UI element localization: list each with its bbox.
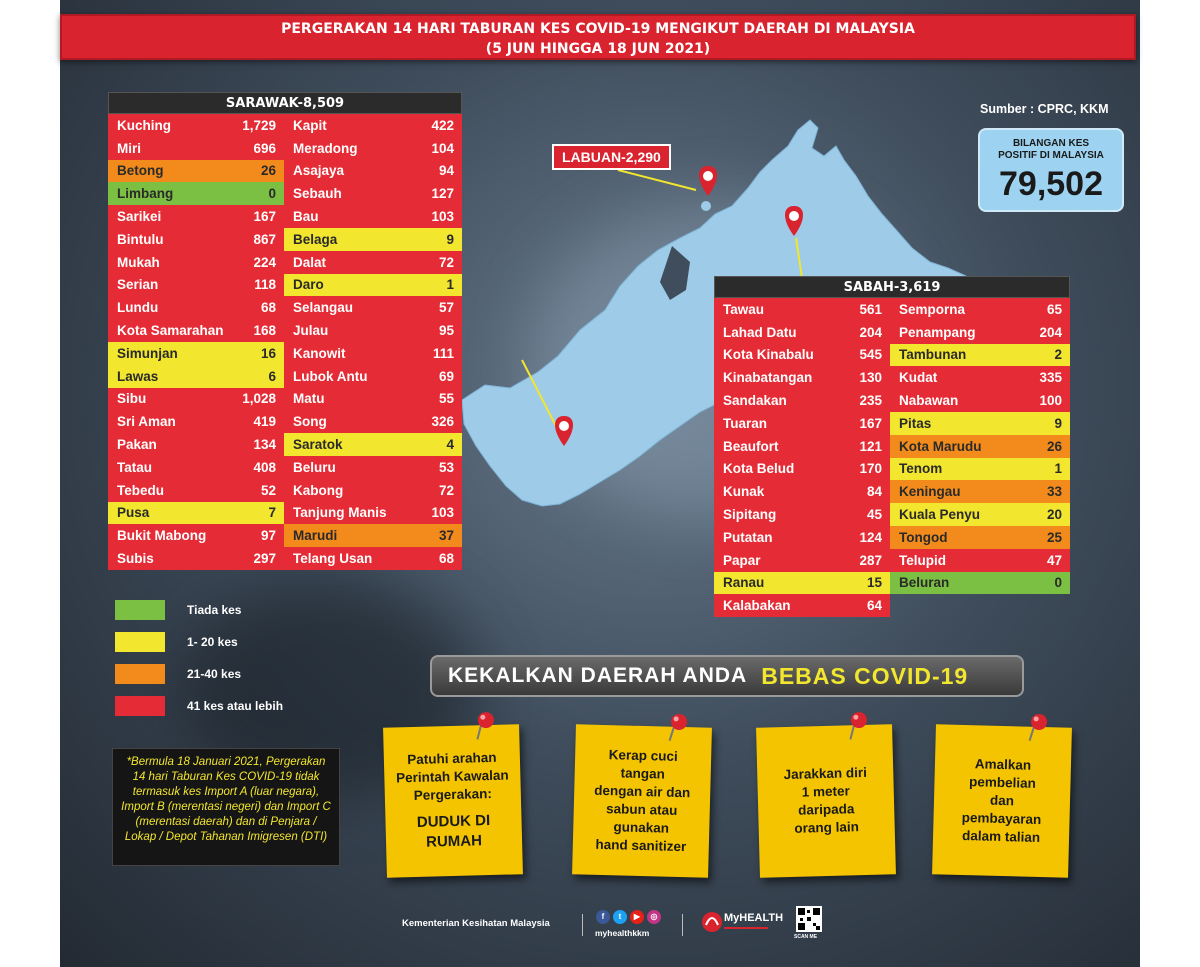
district-cases: 16 [260,345,276,361]
district-row-sarikei [108,205,284,228]
district-cases: 15 [866,575,882,591]
district-row-belaga [284,228,462,251]
district-name: Kota Kinabalu [723,347,814,363]
total-cases-box [978,128,1124,212]
source-credit: Sumber : CPRC, KKM [980,102,1109,116]
district-row-tongod [890,526,1070,549]
pushpin-icon [848,711,869,742]
myhealth-logo-text: MyHEALTH [724,912,784,924]
tip-text-line: Amalkan [974,756,1032,773]
district-cases: 134 [253,437,276,453]
district-row-tuaran [714,412,890,435]
district-cases: 167 [253,209,276,225]
district-row-putatan [714,526,890,549]
district-name: Bintulu [117,231,164,247]
district-cases: 37 [438,528,454,544]
district-name: Pakan [117,437,157,453]
district-row-kota-belud [714,458,890,481]
district-name: Semporna [899,301,966,317]
slogan-banner [430,655,1024,697]
district-name: Tatau [117,459,153,475]
district-row-meradong [284,137,462,160]
legend-label: Tiada kes [187,603,242,617]
tip-text-line: Jarakkan diri [783,764,868,783]
district-cases: 104 [431,140,454,156]
district-name: Penampang [899,324,976,340]
tip-text-line: dengan air dan [594,782,691,801]
district-cases: 9 [446,231,454,247]
district-cases: 64 [866,598,882,614]
district-name: Lubok Antu [293,368,368,384]
district-cases: 1,028 [242,391,276,407]
district-name: Dalat [293,254,327,270]
sabah-column-left [714,298,890,617]
total-cases-value: 79,502 [999,165,1103,203]
district-row-keningau [890,480,1070,503]
district-row-nabawan [890,389,1070,412]
qr-code-icon[interactable] [796,906,822,932]
district-name: Beaufort [723,438,779,454]
slogan-part-2: BEBAS COVID-19 [761,662,969,689]
district-row-miri [108,137,284,160]
tip-text-line: pembayaran [961,809,1042,828]
district-row-kota-samarahan [108,319,284,342]
district-cases: 53 [438,459,454,475]
district-row-kota-kinabalu [714,344,890,367]
district-row-semporna [890,298,1070,321]
district-row-pusa [108,502,284,525]
district-cases: 95 [438,323,454,339]
tip-text-line: Pergerakan: [413,785,493,804]
district-row-kinabatangan [714,366,890,389]
district-name: Kota Marudu [899,438,982,454]
district-cases: 867 [253,231,276,247]
legend-item-red [115,696,283,716]
footer-divider [582,914,583,936]
district-name: Keningau [899,484,961,500]
district-row-tawau [714,298,890,321]
district-cases: 100 [1039,393,1062,409]
district-cases: 7 [268,505,276,521]
district-row-lawas [108,365,284,388]
myhealth-logo [700,905,784,939]
district-name: Pitas [899,415,932,431]
legend-label: 1- 20 kes [187,635,238,649]
slogan-part-1: KEKALKAN DAERAH ANDA [448,664,748,687]
tip-text-line: Kerap cuci [608,747,678,764]
district-cases: 26 [260,163,276,179]
district-row-kalabakan [714,594,890,617]
district-name: Miri [117,140,142,156]
district-row-sipitang [714,503,890,526]
title-line-2: (5 JUN HINGGA 18 JUN 2021) [485,41,711,57]
district-row-sri-aman [108,410,284,433]
pushpin-icon [475,711,496,742]
district-cases: 103 [431,505,454,521]
labuan-island [701,201,711,211]
district-row-sibu [108,388,284,411]
district-row-selangau [284,296,462,319]
district-name: Tawau [723,301,765,317]
legend-swatch [115,696,165,716]
district-name: Pusa [117,505,150,521]
district-cases: 130 [859,370,882,386]
twitter-icon[interactable]: t [613,910,627,924]
district-name: Daro [293,277,324,293]
district-name: Kabong [293,482,344,498]
district-cases: 422 [431,117,454,133]
district-name: Papar [723,552,761,568]
district-row-kabong [284,479,462,502]
district-row-simunjan [108,342,284,365]
district-row-subis [108,547,284,570]
tip-text-line: gunakan [613,819,670,836]
district-name: Serian [117,277,159,293]
district-row-julau [284,319,462,342]
district-row-kuala-penyu [890,503,1070,526]
district-row-serian [108,274,284,297]
district-cases: 287 [859,552,882,568]
tip-emphasis-line: RUMAH [425,832,483,851]
district-name: Tanjung Manis [293,505,387,521]
district-name: Bau [293,209,319,225]
district-cases: 224 [253,254,276,270]
district-name: Kalabakan [723,598,791,614]
district-name: Sri Aman [117,414,176,430]
district-name: Limbang [117,186,174,202]
district-name: Beluran [899,575,950,591]
district-row-tebedu [108,479,284,502]
district-row-lubok-antu [284,365,462,388]
legend-label: 41 kes atau lebih [187,699,284,713]
total-cases-label-line-2: POSITIF DI MALAYSIA [998,150,1104,161]
sarawak-column-right [284,114,462,570]
tip-card [756,724,896,878]
sabah-table-header: SABAH-3,619 [714,276,1070,298]
district-name: Kapit [293,117,327,133]
district-cases: 69 [438,368,454,384]
district-cases: 103 [431,209,454,225]
district-name: Julau [293,323,329,339]
pushpin-icon [1028,713,1049,744]
district-cases: 127 [431,186,454,202]
district-name: Sibu [117,391,147,407]
labuan-badge: LABUAN-2,290 [552,144,671,170]
district-name: Subis [117,551,154,567]
district-cases: 97 [260,528,276,544]
tip-card [572,724,712,878]
district-row-bintulu [108,228,284,251]
tip-card [932,724,1072,878]
district-name: Simunjan [117,345,178,361]
district-row-kota-marudu [890,435,1070,458]
title-line-1: PERGERAKAN 14 HARI TABURAN KES COVID-19 MENGIKUT DAERAH DI MALAYSIA [281,21,915,37]
district-row-beluran [890,572,1070,595]
district-cases: 121 [859,438,882,454]
legend-swatch [115,664,165,684]
district-cases: 168 [253,323,276,339]
district-name: Bukit Mabong [117,528,207,544]
district-cases: 335 [1039,370,1062,386]
district-cases: 419 [253,414,276,430]
district-name: Tenom [899,461,943,477]
district-name: Lawas [117,368,159,384]
district-cases: 170 [859,461,882,477]
district-name: Asajaya [293,163,345,179]
district-row-song [284,410,462,433]
district-row-asajaya [284,160,462,183]
labuan-leader-line [618,170,696,190]
district-cases: 235 [859,393,882,409]
district-name: Meradong [293,140,358,156]
district-cases: 124 [859,529,882,545]
legend-item-orange [115,664,241,684]
district-name: Lahad Datu [723,324,797,340]
district-name: Mukah [117,254,160,270]
district-name: Kanowit [293,345,346,361]
district-cases: 204 [859,324,882,340]
youtube-icon[interactable]: ▶ [630,910,644,924]
district-row-tanjung-manis [284,502,462,525]
footer-divider [682,914,683,936]
district-row-pakan [108,433,284,456]
tip-card [383,724,523,878]
social-icons [596,910,661,924]
facebook-icon[interactable]: f [596,910,610,924]
district-name: Sarikei [117,209,162,225]
district-row-mukah [108,251,284,274]
district-name: Telupid [899,552,946,568]
district-row-tambunan [890,344,1070,367]
district-name: Marudi [293,528,338,544]
district-row-pitas [890,412,1070,435]
tip-emphasis-line: DUDUK DI [416,812,491,831]
tip-text-line: orang lain [794,819,860,836]
district-row-bukit-mabong [108,524,284,547]
district-cases: 52 [260,482,276,498]
district-cases: 20 [1046,507,1062,523]
footnote: *Bermula 18 Januari 2021, Pergerakan 14 hari Taburan Kes COVID-19 tidak termasuk kes Import A (luar negara), Import B (merentasi negeri) dan Import C (merentasi daerah) dan di Penjara / Lokap / Depot Tahanan Imigresen (DTI) [112,748,340,866]
district-cases: 297 [253,551,276,567]
district-name: Tuaran [723,415,768,431]
tip-text-line: daripada [797,801,855,818]
pushpin-icon [668,713,689,744]
district-cases: 65 [1046,301,1062,317]
district-name: Matu [293,391,325,407]
district-row-kunak [714,480,890,503]
tip-text-line: Patuhi arahan [407,749,497,768]
district-row-limbang [108,182,284,205]
legend-swatch [115,600,165,620]
legend-item-green [115,600,241,620]
district-cases: 326 [431,414,454,430]
district-cases: 47 [1046,552,1062,568]
scan-label: SCAN ME [794,934,818,940]
district-cases: 68 [260,300,276,316]
district-row-kapit [284,114,462,137]
district-cases: 72 [438,482,454,498]
tip-text-line: 1 meter [801,783,850,800]
district-name: Betong [117,163,164,179]
district-name: Kota Belud [723,461,795,477]
district-cases: 111 [432,345,454,361]
tip-text-line: dalam talian [961,827,1041,846]
district-name: Sandakan [723,393,787,409]
district-cases: 0 [1054,575,1062,591]
district-cases: 72 [438,254,454,270]
total-cases-label-line-1: BILANGAN KES [1012,138,1090,149]
legend-item-yellow [115,632,238,652]
district-row-tatau [108,456,284,479]
district-cases: 84 [866,484,882,500]
district-cases: 167 [859,415,882,431]
district-cases: 57 [438,300,454,316]
sarawak-column-left [108,114,284,570]
district-row-ranau [714,572,890,595]
district-name: Nabawan [899,393,959,409]
district-row-daro [284,274,462,297]
district-cases: 68 [438,551,454,567]
district-row-kudat [890,366,1070,389]
labuan-location-pin-icon [699,166,717,196]
district-cases: 408 [253,459,276,475]
district-name: Lundu [117,300,159,316]
tip-text-line: tangan [620,765,666,782]
district-name: Saratok [293,437,343,453]
district-row-penampang [890,321,1070,344]
district-name: Tongod [899,529,948,545]
district-name: Ranau [723,575,765,591]
tip-text-line: hand sanitizer [595,836,687,855]
district-name: Beluru [293,459,336,475]
district-cases: 26 [1046,438,1062,454]
ministry-name: Kementerian Kesihatan Malaysia [402,918,550,929]
district-cases: 55 [438,391,454,407]
district-name: Kuching [117,117,171,133]
district-name: Kunak [723,484,765,500]
district-name: Belaga [293,231,338,247]
sarawak-table-header: SARAWAK-8,509 [108,92,462,114]
district-row-beaufort [714,435,890,458]
district-name: Selangau [293,300,354,316]
district-cases: 545 [859,347,882,363]
title-banner [60,14,1136,60]
district-name: Song [293,414,327,430]
district-row-bau [284,205,462,228]
legend-swatch [115,632,165,652]
district-row-sebauh [284,182,462,205]
district-row-sandakan [714,389,890,412]
district-row-lundu [108,296,284,319]
total-cases-label [980,138,1122,162]
tip-text-line: dan [989,792,1015,809]
legend-label: 21-40 kes [187,667,242,681]
district-cases: 561 [859,301,882,317]
district-row-beluru [284,456,462,479]
district-cases: 9 [1054,415,1062,431]
district-row-kanowit [284,342,462,365]
district-name: Tebedu [117,482,164,498]
district-cases: 1,729 [242,117,276,133]
district-name: Sebauh [293,186,342,202]
district-name: Kudat [899,370,938,386]
district-row-betong [108,160,284,183]
district-cases: 6 [268,368,276,384]
district-cases: 118 [254,277,276,293]
sabah-column-right [890,298,1070,594]
district-cases: 4 [446,437,454,453]
tip-text-line: Perintah Kawalan [395,767,509,786]
district-row-telang-usan [284,547,462,570]
district-cases: 94 [438,163,454,179]
district-cases: 696 [253,140,276,156]
district-name: Kota Samarahan [117,323,224,339]
district-row-saratok [284,433,462,456]
district-name: Sipitang [723,507,777,523]
district-cases: 45 [866,507,882,523]
social-handle: myhealthkkm [595,928,650,938]
district-row-lahad-datu [714,321,890,344]
tip-text-line: pembelian [968,774,1037,791]
district-name: Telang Usan [293,551,373,567]
district-cases: 1 [446,277,454,293]
instagram-icon[interactable]: ◎ [647,910,661,924]
district-row-papar [714,549,890,572]
tip-text-line: sabun atau [605,801,678,818]
district-cases: 204 [1039,324,1062,340]
district-cases: 0 [268,186,276,202]
district-row-tenom [890,458,1070,481]
district-cases: 25 [1046,529,1062,545]
district-row-telupid [890,549,1070,572]
infographic-canvas [60,0,1140,967]
district-name: Tambunan [899,347,967,363]
district-cases: 2 [1054,347,1062,363]
district-name: Kuala Penyu [899,507,981,523]
district-name: Kinabatangan [723,370,813,386]
district-row-marudi [284,524,462,547]
district-cases: 33 [1046,484,1062,500]
district-row-kuching [108,114,284,137]
district-row-dalat [284,251,462,274]
district-cases: 1 [1054,461,1062,477]
district-name: Putatan [723,529,773,545]
district-row-matu [284,388,462,411]
